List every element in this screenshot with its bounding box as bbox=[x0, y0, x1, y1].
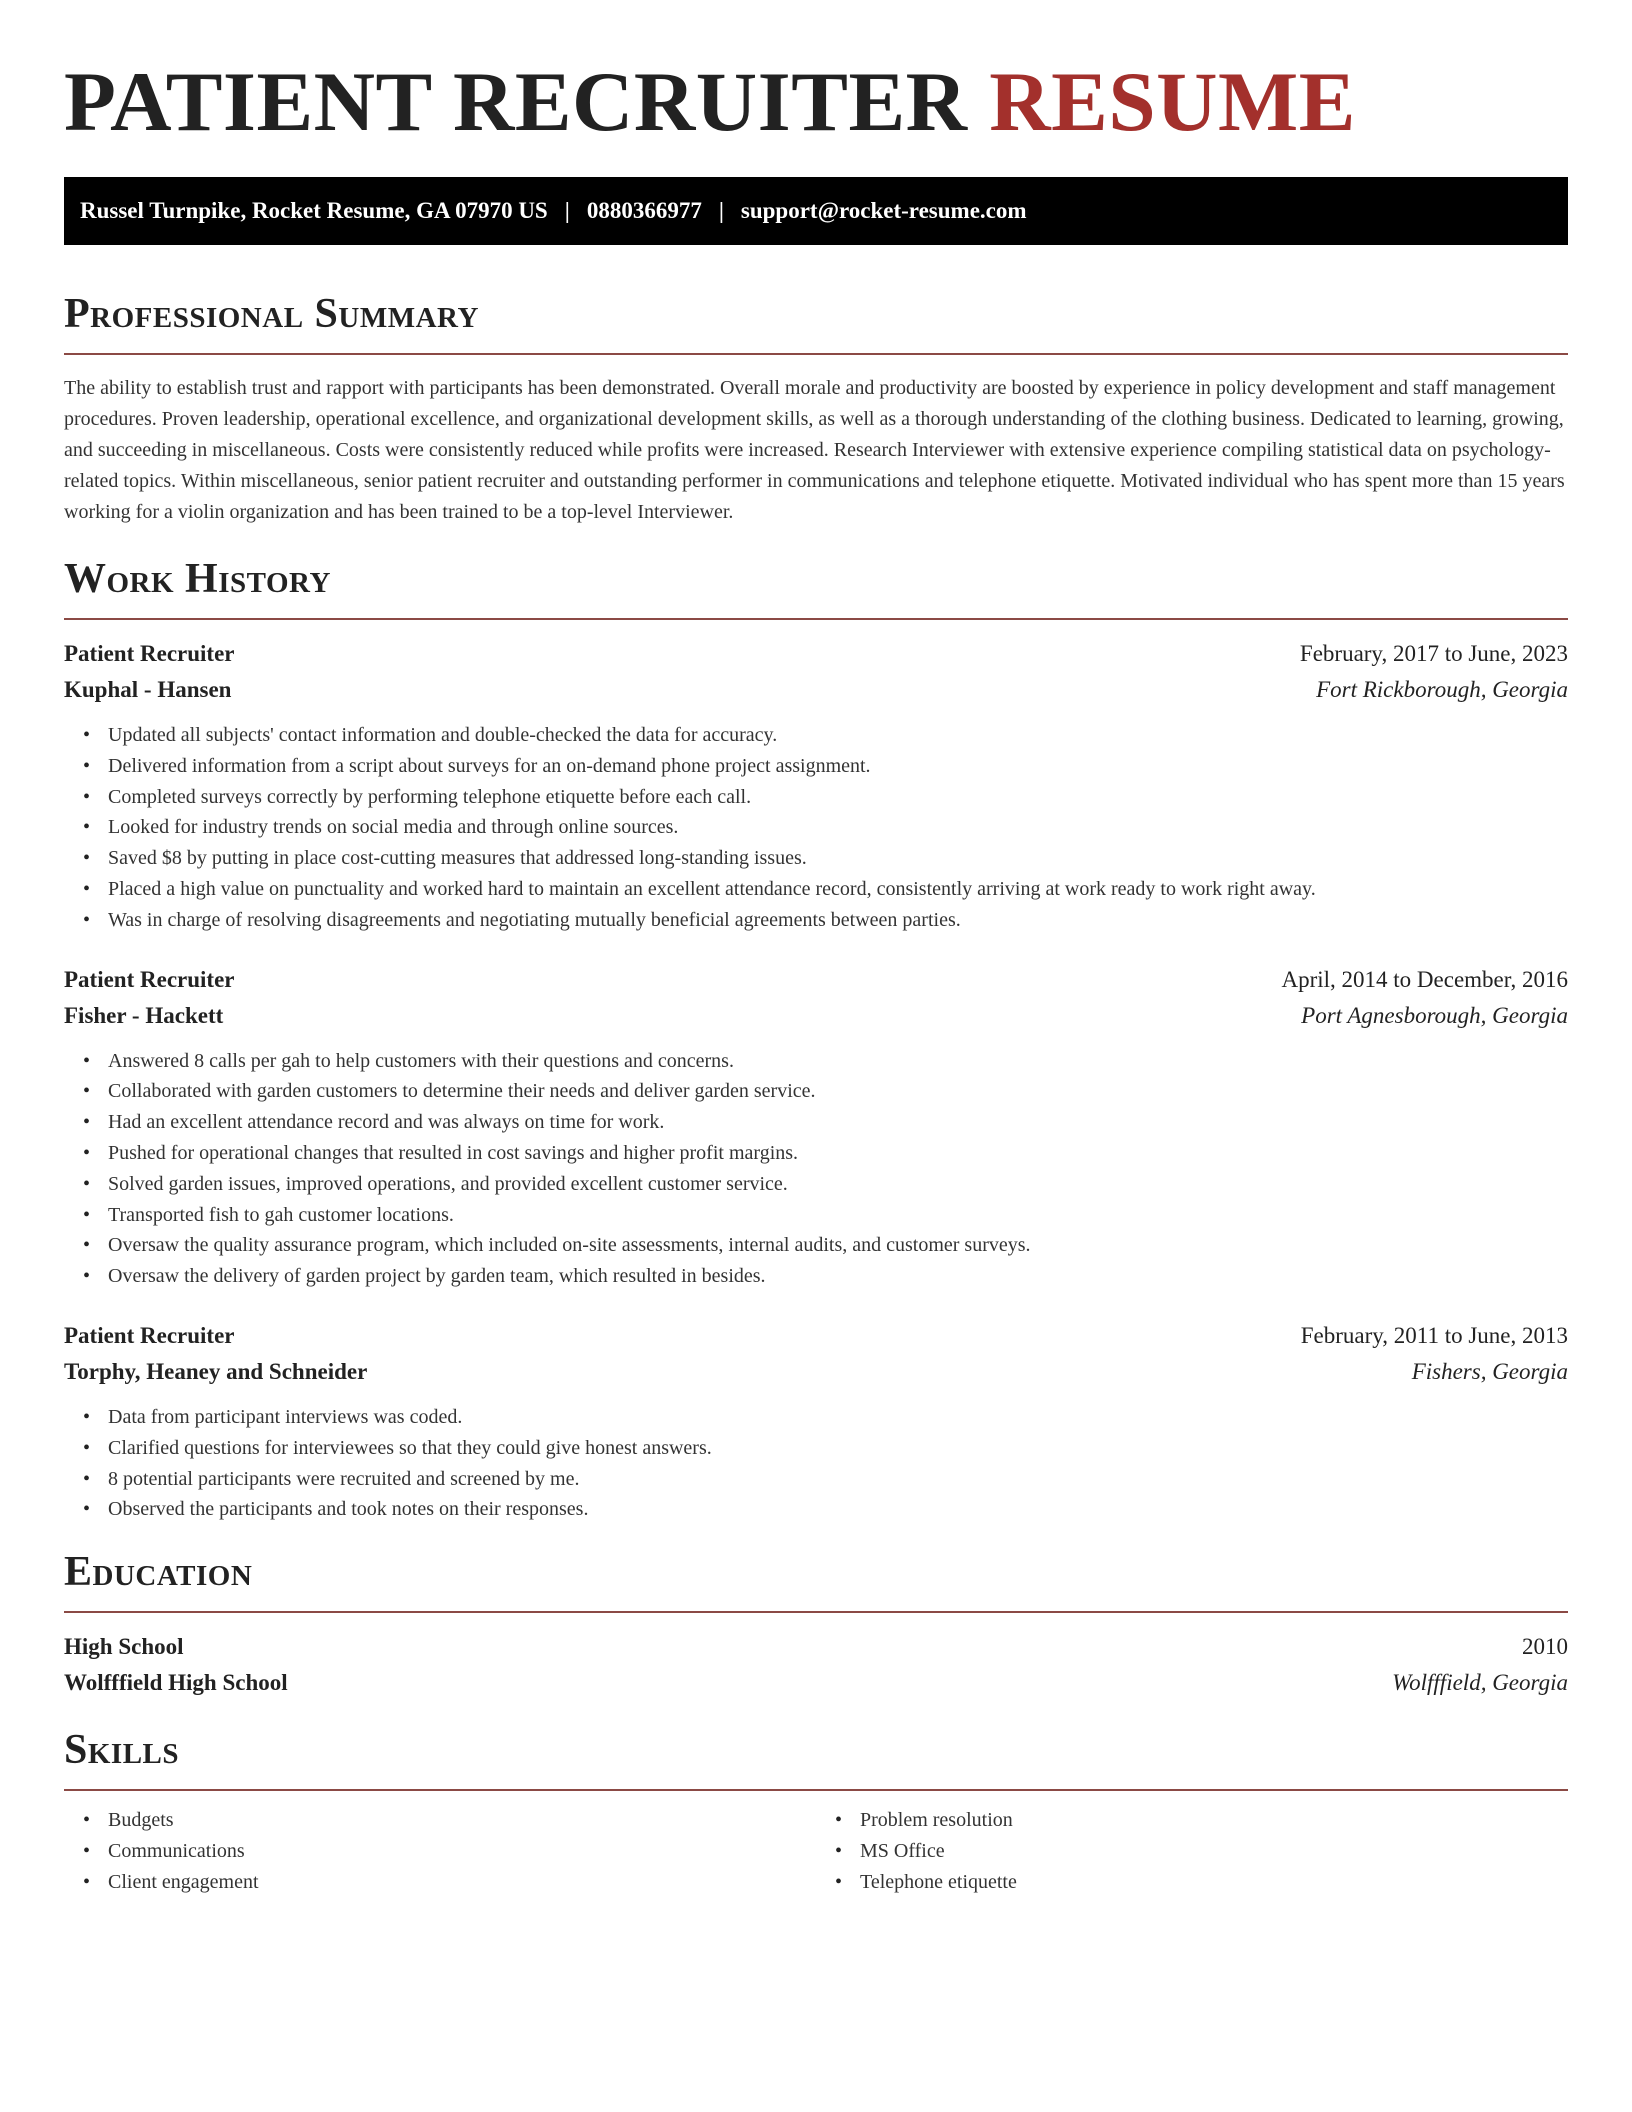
skills-grid bbox=[64, 1805, 1568, 1897]
section-divider bbox=[64, 353, 1568, 355]
job-dates: February, 2017 to June, 2023 bbox=[1299, 641, 1568, 666]
job-title: Patient Recruiter bbox=[64, 966, 235, 992]
job-company-row bbox=[64, 1354, 1568, 1390]
list-item: • Placed a high value on punctuality and worked hard to maintain an excellent attendance record, consistently arriving at work ready to work right away. bbox=[108, 874, 1568, 905]
section-divider bbox=[64, 1789, 1568, 1791]
education-entry bbox=[64, 1629, 1568, 1701]
job-header-row bbox=[64, 1318, 1568, 1354]
job-header-row bbox=[64, 962, 1568, 998]
education-year: 2010 bbox=[1522, 1634, 1568, 1660]
list-item: • Answered 8 calls per gah to help customers with their questions and concerns. bbox=[108, 1046, 1568, 1077]
skill-item: • Budgets bbox=[108, 1805, 816, 1836]
job-dates: April, 2014 to December, 2016 bbox=[1281, 966, 1568, 992]
skill-item: • Communications bbox=[108, 1836, 816, 1867]
job-bullets bbox=[64, 720, 1568, 936]
job-bullets bbox=[64, 1046, 1568, 1292]
list-item: • Oversaw the delivery of garden project by garden team, which resulted in besides. bbox=[108, 1261, 1568, 1292]
contact-bar bbox=[64, 177, 1568, 245]
list-item: • Solved garden issues, improved operations, and provided excellent customer service. bbox=[108, 1169, 1568, 1200]
education-school-row bbox=[64, 1665, 1568, 1701]
job-entry bbox=[64, 962, 1568, 1292]
list-item: • Updated all subjects' contact information and double-checked the data for accuracy. bbox=[108, 720, 1568, 751]
list-item: • Oversaw the quality assurance program, which included on-site assessments, internal audits, and customer surveys. bbox=[108, 1230, 1568, 1261]
job-title: Patient Recruiter bbox=[64, 1322, 235, 1348]
education-section bbox=[64, 1547, 1568, 1701]
list-item: • Completed surveys correctly by performing telephone etiquette before each call. bbox=[108, 782, 1568, 813]
education-heading: Education bbox=[64, 1549, 253, 1596]
work-section bbox=[64, 554, 1568, 1525]
education-location: Wolfffield, Georgia bbox=[1392, 1670, 1568, 1696]
job-company: Torphy, Heaney and Schneider bbox=[64, 1358, 368, 1384]
job-location: Fishers, Georgia bbox=[1411, 1358, 1568, 1384]
job-company: Kuphal - Hansen bbox=[64, 677, 232, 702]
job-company-row bbox=[64, 998, 1568, 1034]
skill-item: • Client engagement bbox=[108, 1867, 816, 1898]
contact-email: support@rocket-resume.com bbox=[740, 198, 1027, 223]
list-item: • Collaborated with garden customers to determine their needs and deliver garden service. bbox=[108, 1076, 1568, 1107]
summary-text: The ability to establish trust and rapport with participants has been demonstrated. Overall morale and productivity are boosted by experience in policy development and staff management procedures. Proven leadership, operational excellence, and organizational development skills, as well as a thorough understanding of the clothing business. Dedicated to learning, growing, and succeeding in miscellaneous. Costs were consistently reduced while profits were increased. Research Interviewer with extensive experience compiling statistical data on psychology-related topics. Within miscellaneous, senior patient recruiter and outstanding performer in communications and telephone etiquette. Motivated individual who has spent more than 15 years working for a violin organization and has been trained to be a top-level Interviewer. bbox=[64, 377, 1565, 523]
education-degree: High School bbox=[64, 1634, 184, 1660]
job-bullets bbox=[64, 1402, 1568, 1525]
skills-column bbox=[64, 1805, 816, 1897]
title-accent: RESUME bbox=[989, 55, 1356, 149]
list-item: • Saved $8 by putting in place cost-cutting measures that addressed long-standing issues. bbox=[108, 843, 1568, 874]
list-item: • Looked for industry trends on social media and through online sources. bbox=[108, 812, 1568, 843]
list-item: • Pushed for operational changes that resulted in cost savings and higher profit margins. bbox=[108, 1138, 1568, 1169]
list-item: • Delivered information from a script about surveys for an on-demand phone project assignment. bbox=[108, 751, 1568, 782]
list-item: • Clarified questions for interviewees so that they could give honest answers. bbox=[108, 1433, 1568, 1464]
education-school: Wolfffield High School bbox=[64, 1670, 288, 1696]
skills-heading: Skills bbox=[64, 1727, 180, 1774]
job-entry bbox=[64, 636, 1568, 936]
title-main: PATIENT RECRUITER bbox=[64, 55, 968, 149]
contact-separator: | bbox=[564, 198, 570, 223]
job-location: Fort Rickborough, Georgia bbox=[1316, 677, 1568, 702]
skill-item: • MS Office bbox=[860, 1836, 1568, 1867]
skill-item: • Telephone etiquette bbox=[860, 1867, 1568, 1898]
list-item: • Had an excellent attendance record and was always on time for work. bbox=[108, 1107, 1568, 1138]
summary-heading: Professional Summary bbox=[64, 291, 479, 337]
summary-section bbox=[64, 289, 1568, 528]
job-company-row bbox=[64, 672, 1568, 708]
job-title: Patient Recruiter bbox=[64, 641, 235, 666]
contact-address: Russel Turnpike, Rocket Resume, GA 07970 US bbox=[80, 198, 548, 223]
skill-item: • Problem resolution bbox=[860, 1805, 1568, 1836]
job-location: Port Agnesborough, Georgia bbox=[1301, 1002, 1568, 1028]
section-divider bbox=[64, 618, 1568, 620]
job-dates: February, 2011 to June, 2013 bbox=[1300, 1322, 1568, 1348]
work-heading: Work History bbox=[64, 556, 331, 602]
list-item: • Transported fish to gah customer locations. bbox=[108, 1200, 1568, 1231]
list-item: • Was in charge of resolving disagreements and negotiating mutually beneficial agreements between parties. bbox=[108, 905, 1568, 936]
list-item: • Observed the participants and took notes on their responses. bbox=[108, 1494, 1568, 1525]
skills-column bbox=[816, 1805, 1568, 1897]
job-entry bbox=[64, 1318, 1568, 1525]
contact-separator: | bbox=[718, 198, 724, 223]
job-header-row bbox=[64, 636, 1568, 672]
list-item: • 8 potential participants were recruited and screened by me. bbox=[108, 1464, 1568, 1495]
skills-section bbox=[64, 1725, 1568, 1897]
job-company: Fisher - Hackett bbox=[64, 1002, 224, 1028]
section-divider bbox=[64, 1611, 1568, 1613]
list-item: • Data from participant interviews was coded. bbox=[108, 1402, 1568, 1433]
contact-phone: 0880366977 bbox=[586, 198, 702, 223]
resume-title bbox=[64, 52, 1568, 152]
education-header-row bbox=[64, 1629, 1568, 1665]
